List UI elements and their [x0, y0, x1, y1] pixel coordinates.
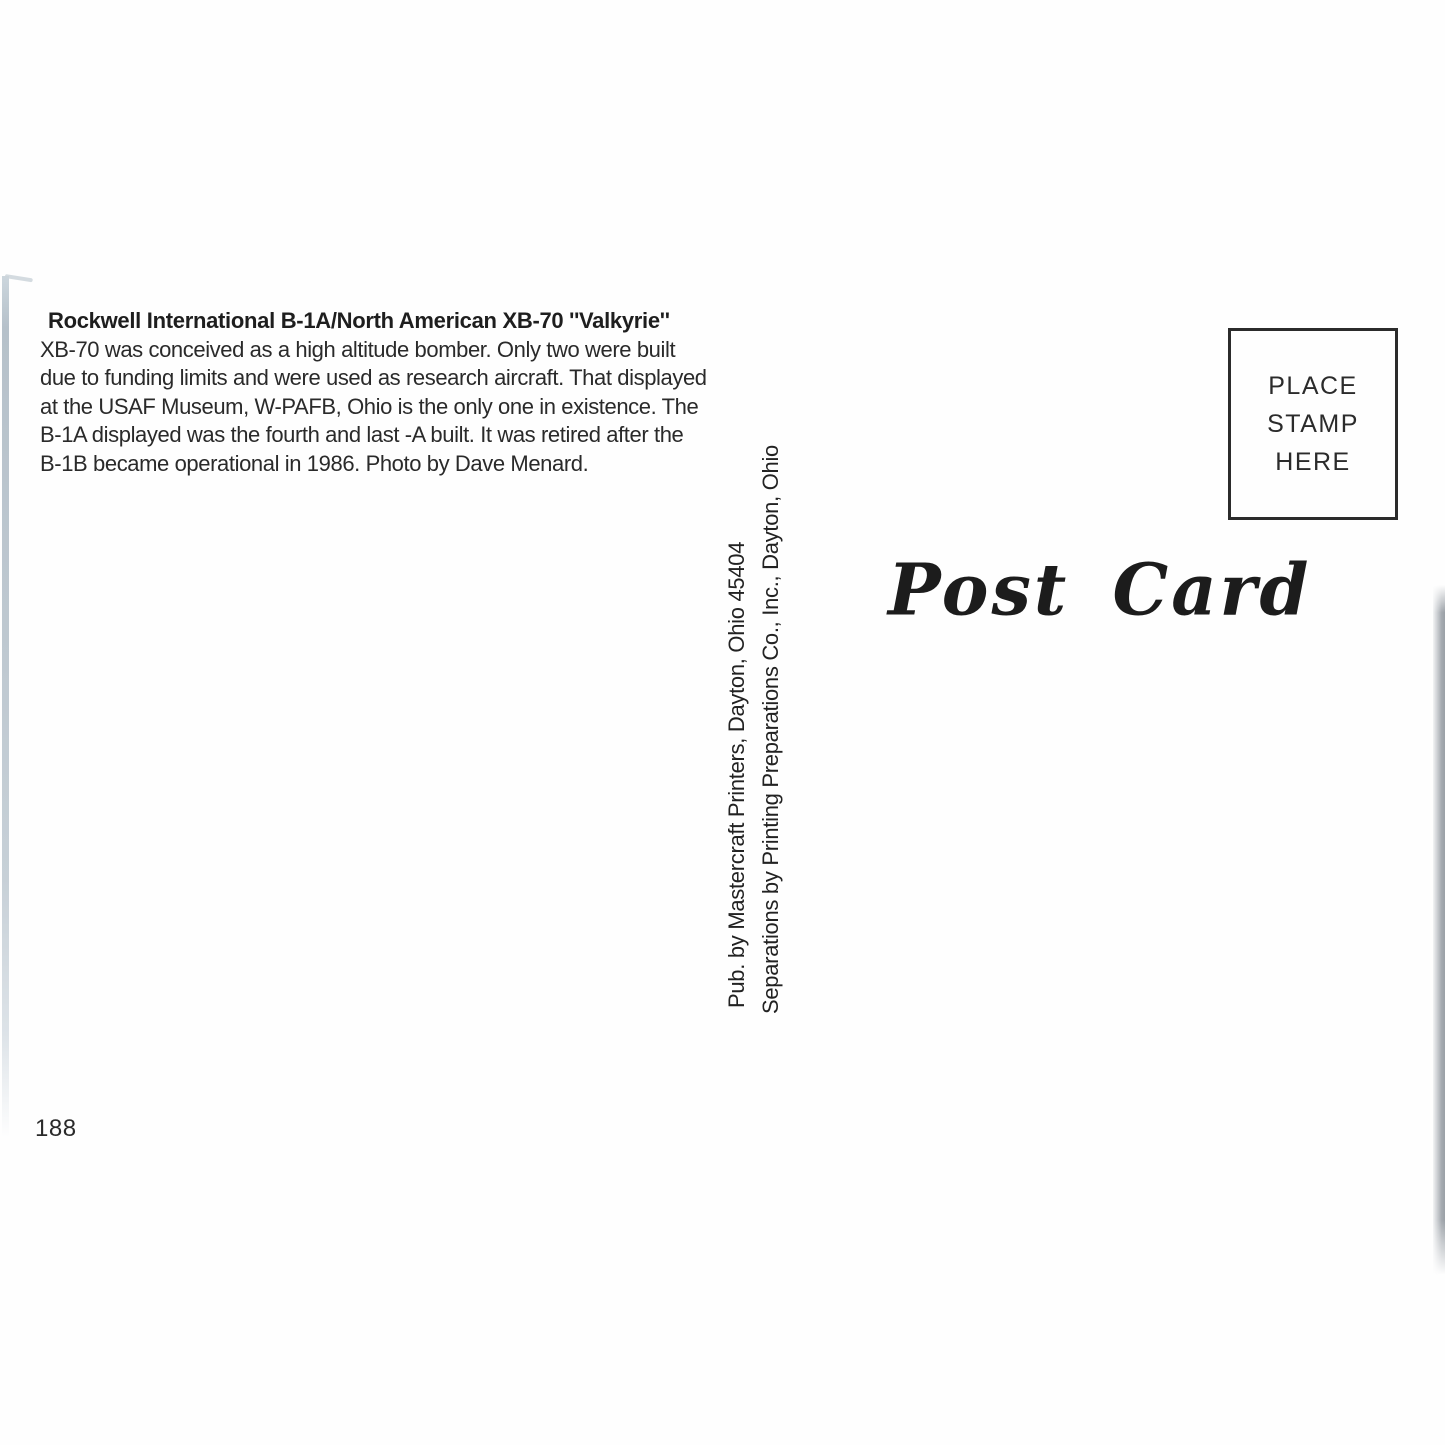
caption-block [40, 306, 720, 478]
caption-title: Rockwell International B-1A/North American XB-70 ''Valkyrie'' [48, 308, 670, 333]
caption-line: B-1B became operational in 1986. Photo by Dave Menard. [40, 450, 589, 476]
caption-line: at the USAF Museum, W-PAFB, Ohio is the only one in existence. The [40, 393, 699, 419]
stamp-box-line: STAMP [1267, 410, 1359, 438]
caption-line: B-1A displayed was the fourth and last -A built. It was retired after the [40, 422, 684, 448]
caption-line: XB-70 was conceived as a high altitude bomber. Only two were built [40, 337, 676, 362]
place-stamp-here-box [1228, 328, 1398, 520]
stamp-box-line: PLACE [1268, 372, 1358, 400]
post-card-wordmark: Post Card [888, 547, 1312, 632]
caption-line: due to funding limits and were used as research aircraft. That displayed [40, 365, 707, 391]
card-right-edge-shadow [1433, 585, 1445, 1275]
stamp-box-line: HERE [1275, 448, 1351, 476]
publisher-credit-line: Pub. by Mastercraft Printers, Dayton, Ohio 45404 [724, 541, 749, 1008]
card-left-edge-shadow [2, 276, 9, 1138]
card-number: 188 [35, 1115, 77, 1142]
separations-credit-line: Separations by Printing Preparations Co., Inc., Dayton, Ohio [758, 445, 783, 1014]
